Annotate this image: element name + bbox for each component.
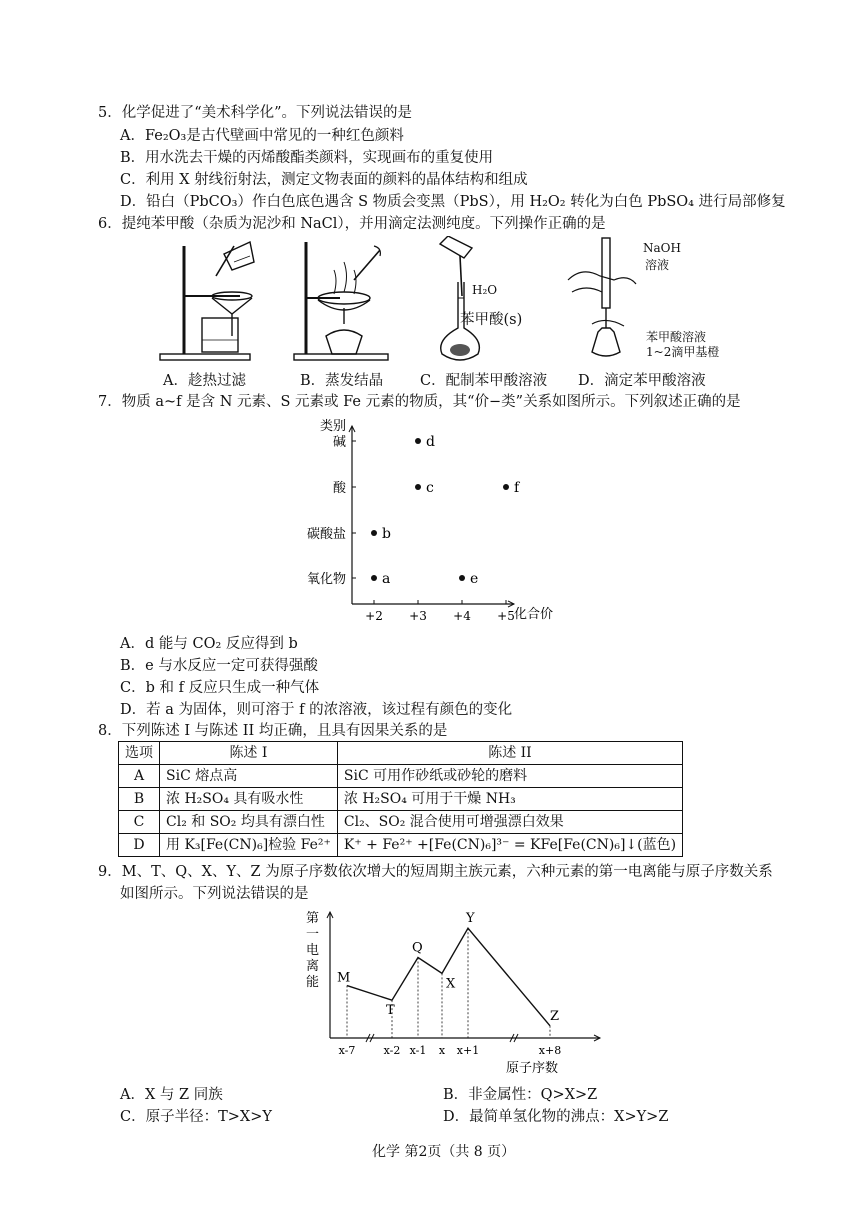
chart1-point-label-e: e — [470, 571, 479, 587]
table-cell: SiC 熔点高 — [160, 765, 338, 788]
table-cell: K⁺ + Fe²⁺ +[Fe(CN)₆]³⁻ = KFe[Fe(CN)₆]↓(蓝色) — [337, 834, 682, 857]
fig-c-label-water: H₂O — [472, 283, 498, 297]
q6-caption-c: C．配制苯甲酸溶液 — [420, 373, 548, 389]
apparatus-evaporation — [288, 236, 393, 366]
table-header-cell: 陈述 I — [160, 742, 338, 765]
q5-option-a: A．Fe₂O₃是古代壁画中常见的一种红色颜料 — [120, 128, 404, 144]
chart2-x-tick-label: x-7 — [338, 1044, 356, 1057]
q7-option-a: A．d 能与 CO₂ 反应得到 b — [120, 636, 298, 652]
q9-option-a: A．X 与 Z 同族 — [120, 1087, 223, 1103]
ionization-energy-chart — [300, 906, 620, 1086]
table-row — [119, 765, 683, 788]
chart2-ylabel-char: 离 — [306, 959, 320, 974]
chart1-point-label-a: a — [382, 571, 391, 587]
fig-c-label-benzoic-acid: 苯甲酸(s) — [460, 312, 523, 328]
chart1-x-tick-label: +5 — [497, 609, 515, 623]
q7-option-b: B．e 与水反应一定可获得强酸 — [120, 658, 318, 674]
q5-option-b: B．用水洗去干燥的丙烯酸酯类颜料，实现画布的重复使用 — [120, 150, 494, 166]
q9-stem-line2: 如图所示。下列说法错误的是 — [120, 886, 309, 902]
chart2-point-label-T: T — [386, 1003, 395, 1019]
chart1-y-category: 氧化物 — [306, 572, 346, 587]
chart1-point-label-d: d — [426, 434, 435, 450]
q5-option-c: C．利用 X 射线衍射法，测定文物表面的颜料的晶体结构和组成 — [120, 172, 528, 188]
chart1-x-tick-label: +3 — [409, 609, 427, 623]
table-row — [119, 834, 683, 857]
chart1-x-tick-label: +2 — [365, 609, 383, 623]
chart1-point-label-f: f — [514, 480, 520, 496]
q6-caption-d: D．滴定苯甲酸溶液 — [578, 373, 706, 389]
chart1-point-a — [371, 575, 377, 581]
chart1-point-c — [415, 484, 421, 490]
table-cell: B — [119, 788, 160, 811]
chart1-point-label-c: c — [426, 480, 434, 496]
valence-class-chart — [300, 414, 560, 624]
table-cell: Cl₂、SO₂ 混合使用可增强漂白效果 — [337, 811, 682, 834]
chart2-point-label-Q: Q — [412, 940, 423, 956]
apparatus-hot-filtration — [150, 236, 260, 366]
chart2-point-label-Z: Z — [550, 1008, 560, 1024]
table-cell: 浓 H₂SO₄ 具有吸水性 — [160, 788, 338, 811]
page-footer: 化学 第2页（共 8 页） — [372, 1144, 516, 1160]
q9-stem-line1: 9．M、T、Q、X、Y、Z 为原子序数依次增大的短周期主族元素，六种元素的第一电离能与原子序数关系 — [98, 864, 773, 880]
chart2-point-label-X: X — [446, 976, 456, 992]
q6-caption-a: A．趁热过滤 — [163, 373, 246, 389]
chart1-point-b — [371, 530, 377, 536]
table-cell: D — [119, 834, 160, 857]
chart2-x-tick-label: x — [438, 1044, 446, 1057]
chart2-ylabel-char: 电 — [306, 943, 320, 958]
table-row — [119, 811, 683, 834]
apparatus-titration — [562, 236, 642, 364]
q8-stem: 8．下列陈述 I 与陈述 II 均正确，且具有因果关系的是 — [98, 723, 448, 739]
table-cell: 浓 H₂SO₄ 可用于干燥 NH₃ — [337, 788, 682, 811]
chart2-x-tick-label: x+8 — [538, 1044, 562, 1057]
chart2-x-tick-label: x-1 — [409, 1044, 427, 1057]
chart1-point-d — [415, 438, 421, 444]
table-cell: Cl₂ 和 SO₂ 均具有漂白性 — [160, 811, 338, 834]
chart1-xlabel: 化合价 — [514, 607, 554, 622]
fig-d-label-naoh: NaOH — [643, 241, 681, 255]
q5-option-d: D．铅白（PbCO₃）作白色底色遇含 S 物质会变黑（PbS），用 H₂O₂ 转化为白色 PbSO₄ 进行局部修复 — [120, 194, 786, 210]
q5-stem: 5．化学促进了“美术科学化”。下列说法错误的是 — [98, 105, 413, 121]
fig-d-label-methyl-orange: 1~2滴甲基橙 — [646, 345, 720, 359]
chart1-y-category: 碱 — [332, 435, 346, 450]
q9-option-d: D．最简单氢化物的沸点：X>Y>Z — [443, 1109, 669, 1125]
fig-d-label-solution: 溶液 — [645, 258, 670, 272]
table-cell: 用 K₃[Fe(CN)₆]检验 Fe²⁺ — [160, 834, 338, 857]
table-cell: A — [119, 765, 160, 788]
chart1-point-f — [503, 484, 509, 490]
table-cell: C — [119, 811, 160, 834]
q8-table — [118, 741, 683, 857]
table-header-row — [119, 742, 683, 765]
chart1-y-category: 碳酸盐 — [306, 527, 346, 542]
chart2-ylabel — [306, 911, 319, 990]
chart1-ylabel: 类别 — [320, 419, 347, 434]
q6-caption-b: B．蒸发结晶 — [300, 373, 384, 389]
chart1-x-tick-label: +4 — [453, 609, 471, 623]
table-cell: SiC 可用作砂纸或砂轮的磨料 — [337, 765, 682, 788]
chart2-x-tick-label: x+1 — [456, 1044, 480, 1057]
chart1-point-label-b: b — [382, 526, 391, 542]
fig-d-label-benzoic-solution: 苯甲酸溶液 — [646, 330, 707, 344]
chart2-ylabel-char: 第 — [306, 911, 320, 926]
q9-option-b: B．非金属性：Q>X>Z — [443, 1087, 598, 1103]
apparatus-volumetric-flask — [420, 236, 530, 366]
chart2-x-tick-label: x-2 — [383, 1044, 401, 1057]
chart2-point-label-Y: Y — [466, 911, 475, 927]
chart1-point-e — [459, 575, 465, 581]
chart2-ylabel-char: 一 — [306, 927, 320, 942]
chart1-y-category: 酸 — [332, 481, 346, 496]
chart2-ylabel-char: 能 — [306, 975, 320, 990]
table-header-cell: 选项 — [119, 742, 160, 765]
chart2-xlabel: 原子序数 — [506, 1061, 559, 1076]
q7-option-c: C．b 和 f 反应只生成一种气体 — [120, 680, 320, 696]
q9-option-c: C．原子半径：T>X>Y — [120, 1109, 272, 1125]
table-header-cell: 陈述 II — [337, 742, 682, 765]
q6-stem: 6．提纯苯甲酸（杂质为泥沙和 NaCl），并用滴定法测纯度。下列操作正确的是 — [98, 216, 606, 232]
chart2-point-label-M: M — [337, 970, 351, 986]
q7-stem: 7．物质 a~f 是含 N 元素、S 元素或 Fe 元素的物质，其“价−类”关系如图所示。下列叙述正确的是 — [98, 394, 741, 410]
table-row — [119, 788, 683, 811]
q7-option-d: D．若 a 为固体，则可溶于 f 的浓溶液，该过程有颜色的变化 — [120, 702, 513, 718]
